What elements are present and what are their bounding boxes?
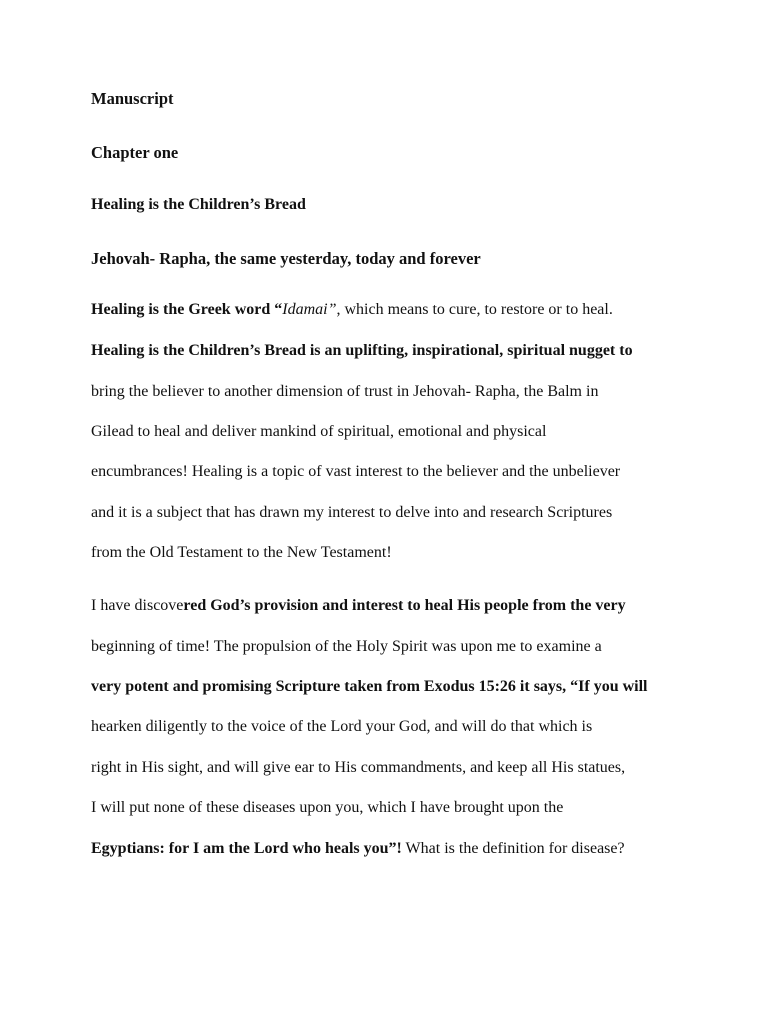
- p2-l7-bold: Egyptians: for I am the Lord who heals you”!: [91, 840, 402, 857]
- paragraph-1-line-4: Gilead to heal and deliver mankind of spiritual, emotional and physical: [91, 423, 547, 440]
- paragraph-1-line-6: and it is a subject that has drawn my interest to delve into and research Scriptures: [91, 504, 613, 521]
- p1-l1-rest: , which means to cure, to restore or to heal.: [336, 301, 613, 318]
- section-title: Healing is the Children’s Bread: [91, 196, 306, 213]
- paragraph-2-line-1: [91, 597, 626, 615]
- greek-word: Idamai”: [282, 301, 337, 318]
- paragraph-1-line-3: bring the believer to another dimension of trust in Jehovah- Rapha, the Balm in: [91, 383, 599, 400]
- manuscript-title: Manuscript: [91, 89, 174, 108]
- paragraph-1-line-1: [91, 301, 613, 319]
- paragraph-2-line-5: right in His sight, and will give ear to His commandments, and keep all His statues,: [91, 759, 626, 776]
- chapter-heading: Chapter one: [91, 143, 179, 162]
- paragraph-1-line-7: from the Old Testament to the New Testament!: [91, 544, 392, 561]
- p2-l7-rest: What is the definition for disease?: [401, 840, 625, 857]
- p1-l1-bold: Healing is the Greek word “: [91, 301, 283, 318]
- paragraph-2-line-3: very potent and promising Scripture taken from Exodus 15:26 it says, “If you will: [91, 678, 648, 695]
- paragraph-2-line-2: beginning of time! The propulsion of the Holy Spirit was upon me to examine a: [91, 638, 602, 655]
- section-subtitle: Jehovah- Rapha, the same yesterday, today and forever: [91, 249, 481, 268]
- paragraph-1-line-5: encumbrances! Healing is a topic of vast interest to the believer and the unbeliever: [91, 463, 621, 480]
- p2-l1-start: I have discove: [91, 597, 184, 614]
- paragraph-1-line-2: Healing is the Children’s Bread is an uplifting, inspirational, spiritual nugget to: [91, 342, 633, 359]
- paragraph-2-line-4: hearken diligently to the voice of the Lord your God, and will do that which is: [91, 718, 593, 735]
- paragraph-2-line-6: I will put none of these diseases upon you, which I have brought upon the: [91, 799, 564, 816]
- paragraph-2-line-7: [91, 840, 625, 858]
- p2-l1-bold: red God’s provision and interest to heal His people from the very: [183, 597, 626, 614]
